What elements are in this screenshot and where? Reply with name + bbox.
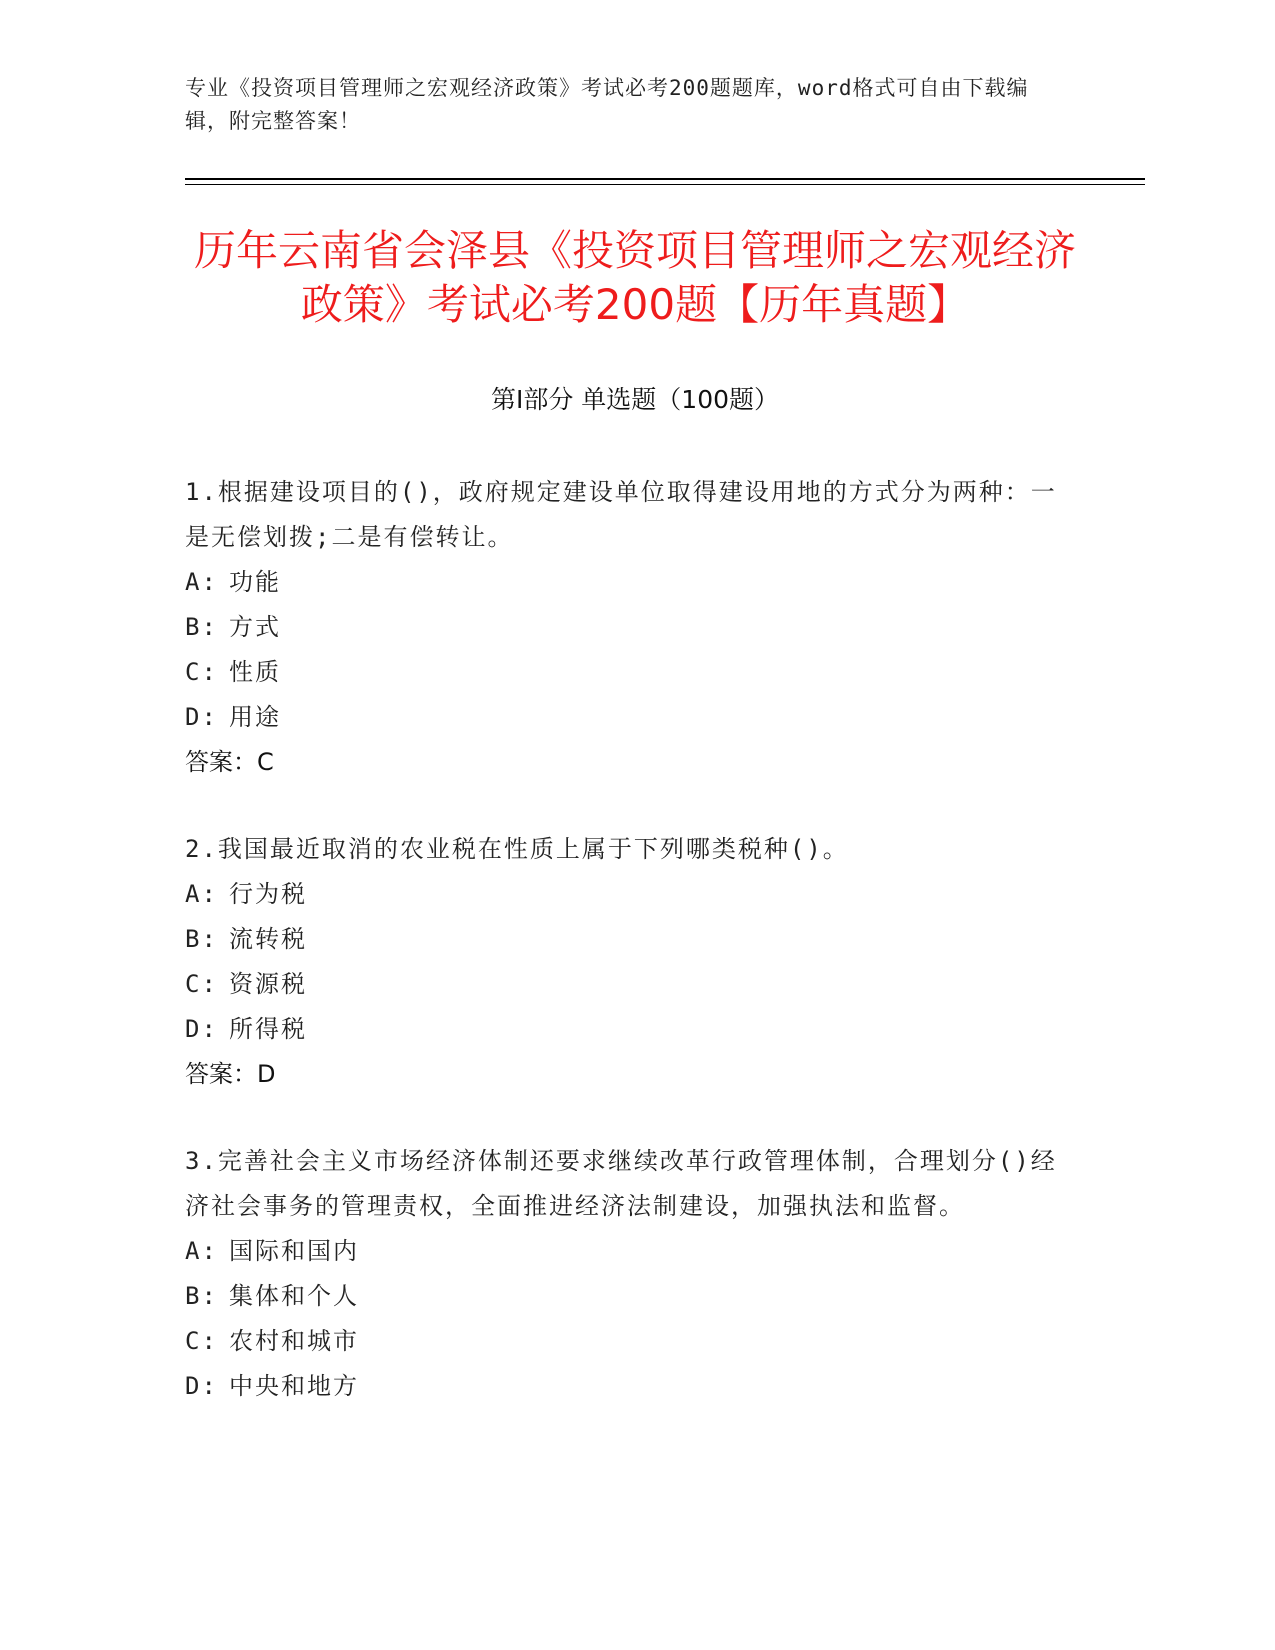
- header-rule-thin: [185, 184, 1145, 185]
- answer: 答案：C: [185, 748, 274, 776]
- option-key: A:: [185, 568, 218, 596]
- option-key: D:: [185, 1372, 218, 1400]
- option-key: C:: [185, 1327, 218, 1355]
- option-text: 用途: [229, 703, 281, 731]
- option-text: 所得税: [229, 1015, 307, 1043]
- option-key: A:: [185, 880, 218, 908]
- section-title: 第Ⅰ部分 单选题（100题）: [490, 385, 780, 414]
- option-text: 流转税: [229, 925, 307, 953]
- question-list: [185, 470, 1065, 1451]
- question-2: [185, 827, 1065, 1097]
- option-key: C:: [185, 970, 218, 998]
- header-note: 专业《投资项目管理师之宏观经济政策》考试必考200题题库，word格式可自由下载编辑，附完整答案！: [185, 76, 1029, 133]
- question-stem: 1.根据建设项目的()，政府规定建设单位取得建设用地的方式分为两种：一是无偿划拨;二是有偿转让。: [185, 478, 1057, 551]
- option-d: [185, 1007, 1065, 1052]
- option-key: B:: [185, 613, 218, 641]
- option-key: D:: [185, 1015, 218, 1043]
- option-c: [185, 1319, 1065, 1364]
- option-c: [185, 650, 1065, 695]
- option-b: [185, 1274, 1065, 1319]
- option-d: [185, 1364, 1065, 1409]
- option-text: 性质: [229, 658, 281, 686]
- header-rule-thick: [185, 178, 1145, 180]
- option-text: 国际和国内: [229, 1237, 359, 1265]
- option-text: 资源税: [229, 970, 307, 998]
- question-3: [185, 1139, 1065, 1409]
- option-c: [185, 962, 1065, 1007]
- option-text: 中央和地方: [229, 1372, 359, 1400]
- option-d: [185, 695, 1065, 740]
- option-b: [185, 917, 1065, 962]
- option-text: 方式: [229, 613, 281, 641]
- option-key: B:: [185, 1282, 218, 1310]
- option-a: [185, 560, 1065, 605]
- option-b: [185, 605, 1065, 650]
- option-text: 功能: [229, 568, 281, 596]
- option-key: C:: [185, 658, 218, 686]
- option-text: 行为税: [229, 880, 307, 908]
- option-a: [185, 872, 1065, 917]
- option-key: B:: [185, 925, 218, 953]
- answer: 答案：D: [185, 1060, 276, 1088]
- question-1: [185, 470, 1065, 785]
- option-key: A:: [185, 1237, 218, 1265]
- question-stem: 3.完善社会主义市场经济体制还要求继续改革行政管理体制，合理划分()经济社会事务的管理责权，全面推进经济法制建设，加强执法和监督。: [185, 1147, 1057, 1220]
- option-key: D:: [185, 703, 218, 731]
- question-stem: 2.我国最近取消的农业税在性质上属于下列哪类税种()。: [185, 835, 849, 863]
- option-text: 农村和城市: [229, 1327, 359, 1355]
- document-title: 历年云南省会泽县《投资项目管理师之宏观经济政策》考试必考200题【历年真题】: [193, 226, 1076, 329]
- option-text: 集体和个人: [229, 1282, 359, 1310]
- option-a: [185, 1229, 1065, 1274]
